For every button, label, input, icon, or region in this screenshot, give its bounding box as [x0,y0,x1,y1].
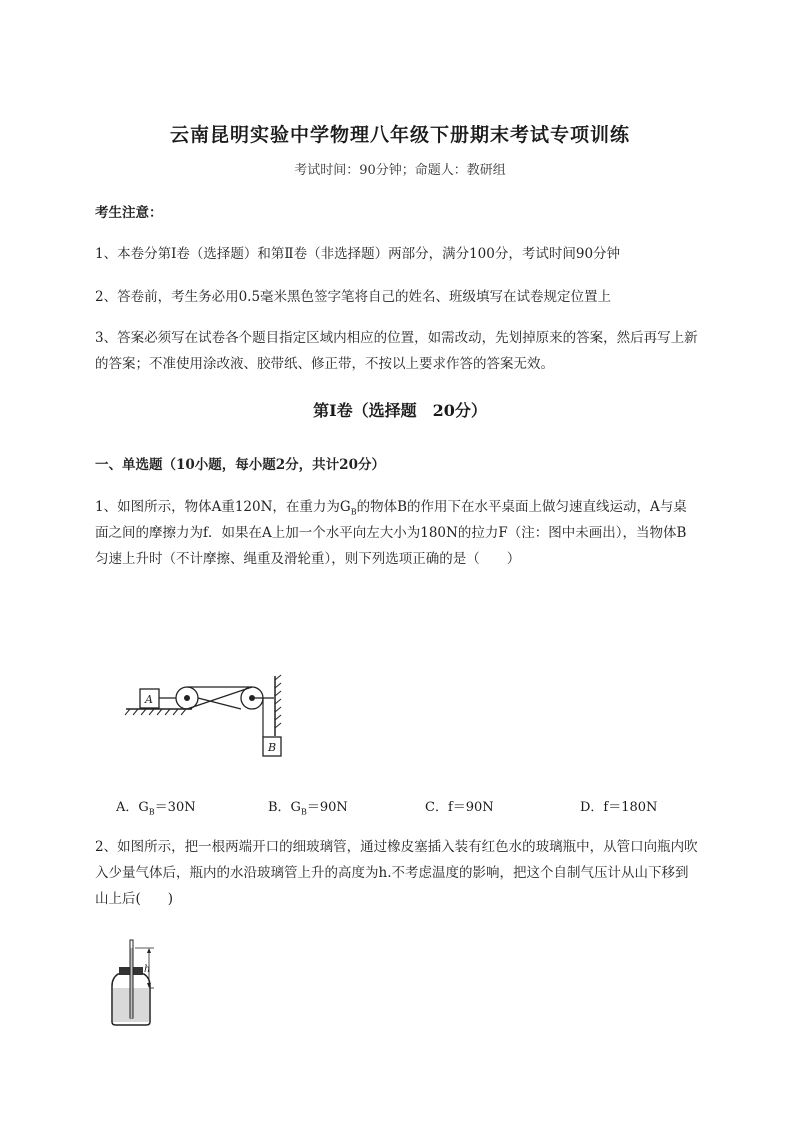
option-b[interactable]: B．$G_B=90N$ [268,800,348,817]
option-a[interactable]: A．$G_B=30N$ [116,800,196,817]
question-2-line-2: 入少量气体后，瓶内的水沿玻璃管上升的高度为h.不考虑温度的影响，把这个自制气压计从山下移到 [95,865,689,881]
question-1-line-2: 面之间的摩擦力为f．如果在A上加一个水平向左大小为180N的拉力F（注：图中未画出），当物体B [95,525,687,541]
notice-item-3-cont: 的答案；不准使用涂改液、胶带纸、修正带，不按以上要求作答的答案无效。 [95,356,554,372]
option-d[interactable]: D．f＝180N [580,800,658,815]
option-c[interactable]: C．f＝90N [425,800,494,815]
section-title: 第I卷（选择题 20分） [313,401,487,420]
notice-item-3: 3、答案必须写在试卷各个题目指定区域内相应的位置，如需改动，先划掉原来的答案，然后再写上新 [95,330,698,346]
question-1-line-1: 1、如图所示，物体A重120N，在重力为$G_B$的物体B的作用下在水平桌面上做匀速直线运动，A与桌 [95,499,687,517]
notice-heading: 考生注意： [95,205,163,221]
question-2-line-3: 山上后( ) [95,891,174,907]
pulley-diagram [120,672,295,764]
block-b-label: B [267,741,277,754]
height-label: h [144,964,151,975]
page-title: 云南昆明实验中学物理八年级下册期末考试专项训练 [169,124,630,146]
notice-item-1: 1、本卷分第I卷（选择题）和第Ⅱ卷（非选择题）两部分，满分100分，考试时间90分钟 [95,246,621,262]
exam-info: 考试时间：90分钟；命题人：教研组 [294,163,506,178]
question-1-line-3: 匀速上升时（不计摩擦、绳重及滑轮重），则下列选项正确的是（ ） [95,551,521,567]
block-a-label: A [145,693,153,706]
barometer-diagram [108,936,174,1028]
notice-item-2: 2、答卷前，考生务必用0.5毫米黑色签字笔将自己的姓名、班级填写在试卷规定位置上 [95,289,612,305]
question-2-line-1: 2、如图所示，把一根两端开口的细玻璃管，通过橡皮塞插入装有红色水的玻璃瓶中，从管口向瓶内吹 [95,839,698,855]
part-title: 一、单选题（10小题，每小题2分，共计20分） [95,457,385,473]
